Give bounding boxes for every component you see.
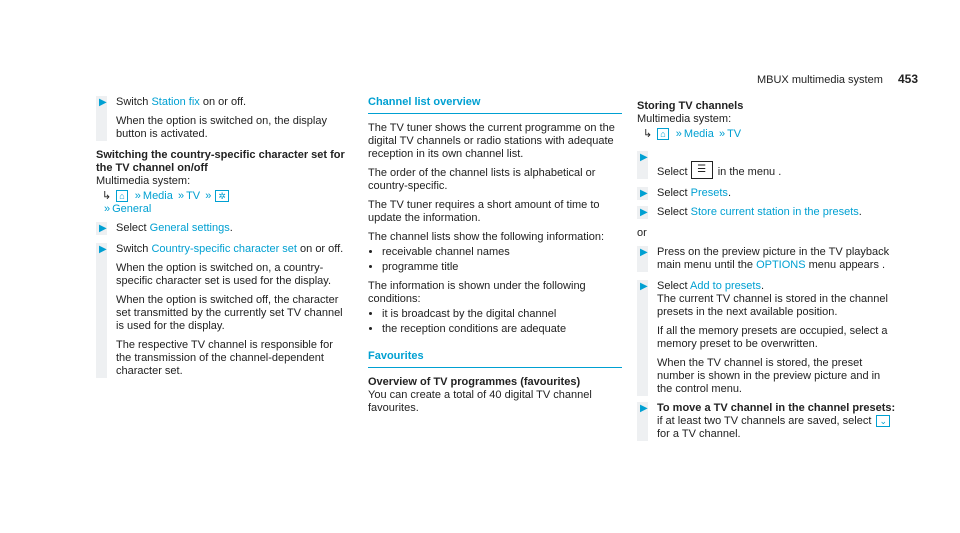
column-3: Storing TV channels Multimedia system: ↳ ⌂ » Media » TV ▶ Select ☰ in the menu . ▶ Select Presets. ▶ Select Store current station in the presets. or ▶ Press on the preview picture in the TV playback main menu until the OPTIONS menu appears . ▶ Select Add to presets. The current TV channel is stored in the channel presets in the next available position. If all the memory presets are occupied, select a memory preset to be overwritten. When the TV channel is stored, the preset number is shown in the preview picture and in the control menu. ▶ To move a TV channel in the channel presets: if at least two TV channels are saved, select ⌄ for a TV channel. bbox=[637, 100, 896, 440]
column-2: Channel list overview The TV tuner shows the current programme on the digital TV channels or radio stations with adequate reception in its own channel list. The order of the channel lists is alphabetical or country-specific. The TV tuner requires a short amount of time to update the information. The channel lists show the following information: • receivable channel names • programme title The information is shown under the following conditions: • it is broadcast by the digital channel • the reception conditions are adequate Favourites Overview of TV programmes (favourites) You can create a total of 40 digital TV channel favourites. bbox=[368, 96, 622, 421]
step-arrow-icon: ▶ bbox=[640, 152, 648, 163]
step-arrow-icon: ▶ bbox=[640, 281, 648, 292]
menu-icon[interactable]: ☰ bbox=[691, 161, 713, 179]
column-1: ▶ Switch Station fix on or off. When the option is switched on, the display button is activated. Switching the country-specific character set for the TV channel on/off Multimedia system: ↳ ⌂ » Media » TV » ✲ » General ▶ Select General settings. ▶ Switch Country-specific character set on or off. When the option is switched on, a country-specific character set is used for the display. When the option is switched off, the character set transmitted by the currently set TV channel is used for the display. The respective TV channel is responsible for the transmission of the channel-dependent character set. bbox=[96, 96, 348, 386]
chevron-icon: » bbox=[675, 128, 682, 140]
home-icon: ⌂ bbox=[657, 128, 668, 140]
step: ▶ To move a TV channel in the channel presets: if at least two TV channels are saved, select ⌄ for a TV channel. bbox=[637, 402, 897, 441]
move-down-icon[interactable]: ⌄ bbox=[876, 415, 890, 427]
step-arrow-icon: ▶ bbox=[640, 207, 648, 218]
step: ▶ Switch Country-specific character set on or off. When the option is switched on, a country-specific character set is used for the display. When the option is switched off, the character set transmitted by the currently set TV channel is used for the display. The respective TV channel is responsible for the transmission of the channel-dependent character set. bbox=[96, 243, 348, 378]
section-heading: Storing TV channels bbox=[637, 100, 744, 112]
section-heading: Switching the country-specific character set for the TV channel on/off bbox=[96, 149, 345, 174]
section-heading: Favourites bbox=[368, 350, 622, 368]
step: ▶ Press on the preview picture in the TV playback main menu until the OPTIONS menu appears . bbox=[637, 246, 897, 272]
home-icon: ⌂ bbox=[116, 190, 127, 202]
chevron-icon: » bbox=[205, 190, 212, 202]
settings-icon: ✲ bbox=[215, 190, 229, 202]
list-item: • the reception conditions are adequate bbox=[382, 323, 622, 336]
step: ▶ Select General settings. bbox=[96, 222, 348, 235]
step: ▶ Select Add to presets. The current TV channel is stored in the channel presets in the next available position. If all the memory presets are occupied, select a memory preset to be overwritten. When the TV channel is stored, the preset number is shown in the preview picture and in the control menu. bbox=[637, 280, 897, 396]
step-arrow-icon: ▶ bbox=[99, 97, 107, 108]
step-arrow-icon: ▶ bbox=[640, 247, 648, 258]
step-arrow-icon: ▶ bbox=[640, 188, 648, 199]
return-arrow-icon: ↳ bbox=[643, 128, 653, 140]
step-arrow-icon: ▶ bbox=[640, 403, 648, 414]
step: ▶ Select ☰ in the menu . bbox=[637, 151, 897, 179]
step-arrow-icon: ▶ bbox=[99, 244, 107, 255]
list-item: • receivable channel names bbox=[382, 246, 622, 259]
menu-path: ↳ ⌂ » Media » TV » ✲ » General bbox=[102, 190, 348, 216]
header-title: MBUX multimedia system bbox=[756, 74, 883, 86]
station-fix-link[interactable]: Station fix bbox=[151, 96, 200, 108]
chevron-icon: » bbox=[104, 203, 111, 215]
info-list bbox=[368, 246, 622, 274]
section-heading: Channel list overview bbox=[368, 96, 622, 114]
chevron-icon: » bbox=[177, 190, 185, 202]
step: ▶ Select Presets. bbox=[637, 187, 897, 200]
list-item: • it is broadcast by the digital channel bbox=[382, 308, 622, 321]
list-item: • programme title bbox=[382, 261, 622, 274]
chevron-icon: » bbox=[718, 128, 726, 140]
conditions-list bbox=[368, 308, 622, 336]
step-arrow-icon: ▶ bbox=[99, 223, 107, 234]
page-header bbox=[757, 72, 918, 86]
step: ▶ Switch Station fix on or off. When the option is switched on, the display button is activated. bbox=[96, 96, 348, 141]
chevron-icon: » bbox=[134, 190, 141, 202]
step: ▶ Select Store current station in the presets. bbox=[637, 206, 897, 219]
return-arrow-icon: ↳ bbox=[102, 190, 112, 202]
page-number: 453 bbox=[897, 72, 918, 86]
menu-path: ↳ ⌂ » Media » TV bbox=[643, 128, 742, 140]
